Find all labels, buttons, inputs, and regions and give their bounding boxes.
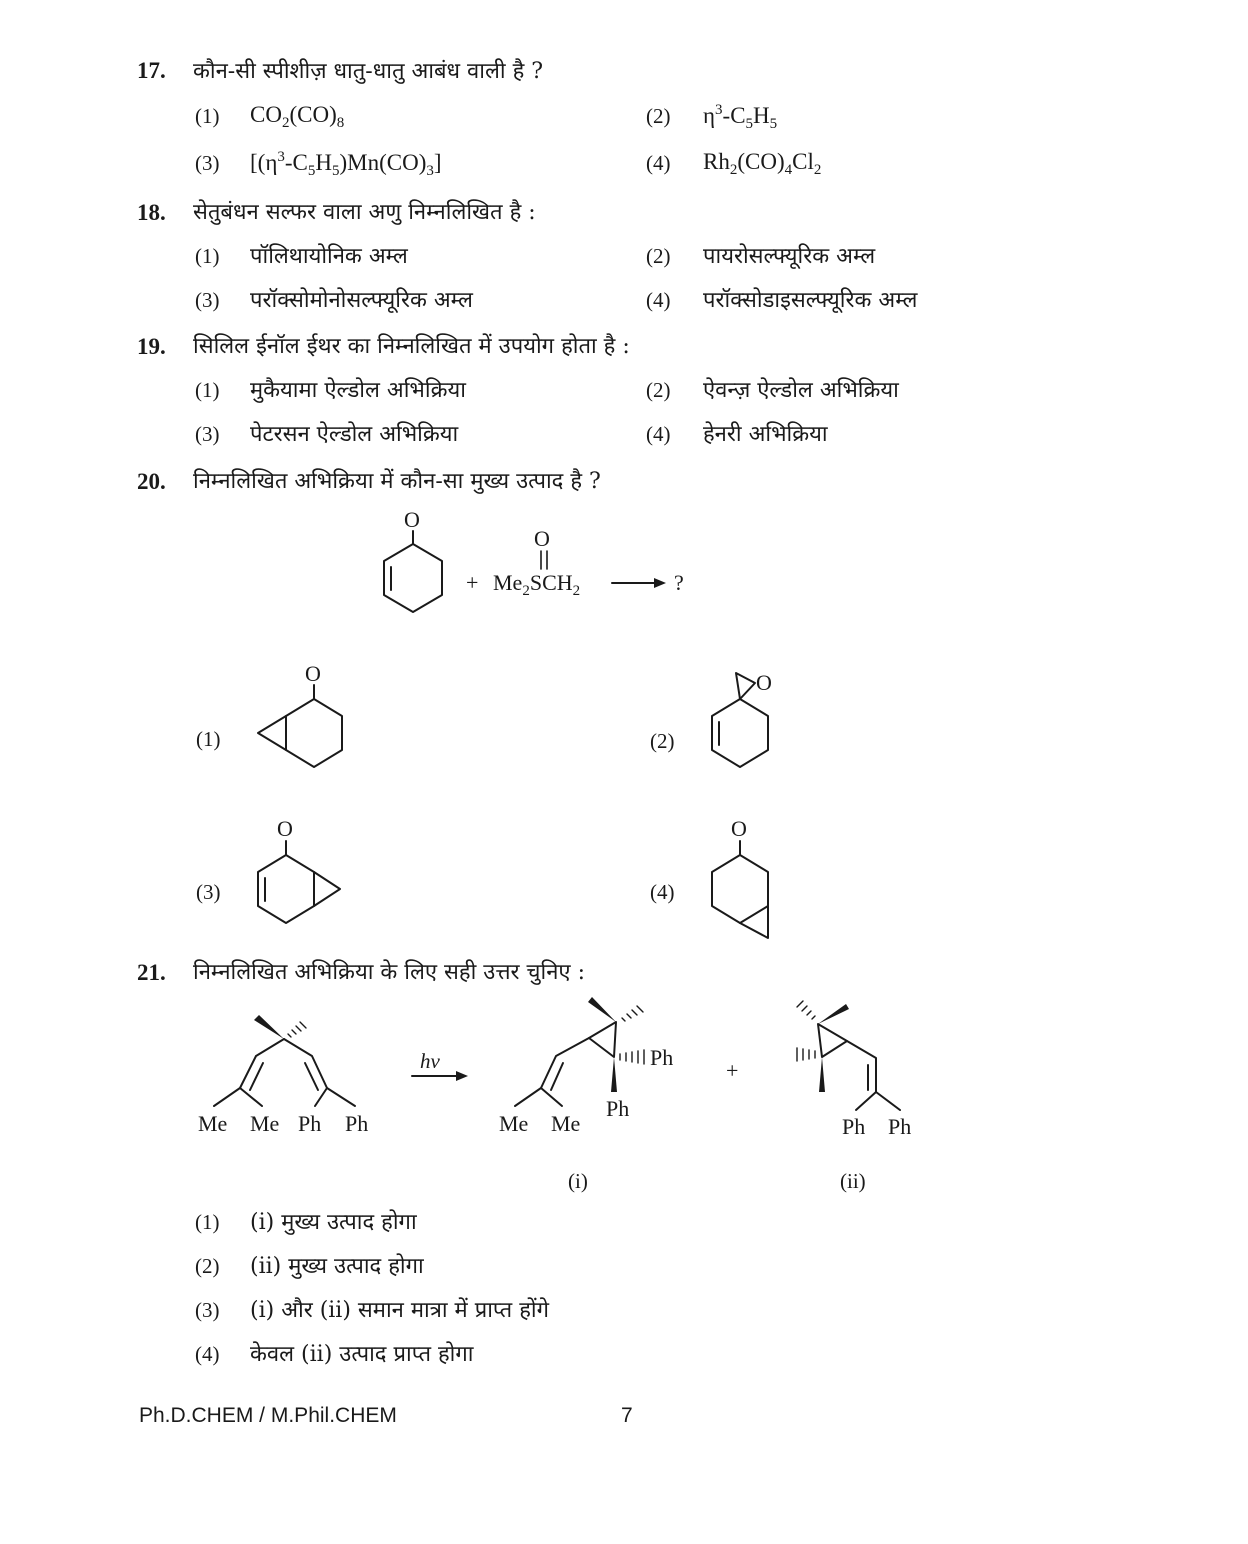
q20-option1-structure — [258, 661, 342, 767]
q18-opt4-number: (4) — [646, 288, 671, 312]
q21-plus-sign: + — [726, 1058, 739, 1083]
q21-reactant — [198, 1015, 368, 1136]
q19-opt3-number: (3) — [195, 422, 220, 446]
q21-product-i-me1: Me — [499, 1111, 529, 1136]
q21-product-i-me2: Me — [551, 1111, 581, 1136]
q21-product-ii-hash-top — [797, 1001, 815, 1019]
q21-product-ii-wedge-top — [818, 1004, 849, 1024]
q21-product-i-hash-top — [622, 1006, 643, 1021]
q21-reactant-ph2: Ph — [345, 1111, 369, 1136]
q21-product-i-wedge-top — [588, 997, 616, 1022]
q17-opt1-number: (1) — [195, 104, 220, 128]
q19-opt4-number: (4) — [646, 422, 671, 446]
q20-reactant-oxygen-label: O — [404, 507, 420, 532]
q17-opt3-number: (3) — [195, 151, 220, 175]
q20-number: 20. — [137, 469, 166, 494]
q21-wedge-bond — [254, 1015, 284, 1039]
q21-opt3-number: (3) — [195, 1298, 220, 1322]
q17-opt2-formula: $\eta^3-C_5H_5$ — [703, 102, 778, 132]
q19-opt2-text: ऐवन्ज़ ऐल्डोल अभिक्रिया — [703, 378, 899, 403]
q17-number: 17. — [137, 58, 166, 83]
q18-opt1-text: पॉलिथायोनिक अम्ल — [250, 244, 408, 269]
q20-option4-structure — [712, 816, 768, 938]
q20-text: निम्नलिखित अभिक्रिया में कौन-सा मुख्य उत्पाद है ? — [193, 469, 601, 494]
q21-product-ii-ph1: Ph — [842, 1114, 866, 1139]
q20-option2-structure — [712, 670, 772, 767]
q18-opt4-text: परॉक्सोडाइसल्फ्यूरिक अम्ल — [703, 288, 918, 313]
q19-opt1-number: (1) — [195, 378, 220, 402]
q20-option1-oxygen-label: O — [305, 661, 321, 686]
q20-reactant-cyclohexenone — [384, 507, 442, 612]
q20-opt3-number: (3) — [196, 880, 221, 904]
q21-product-i-ph1: Ph — [650, 1045, 674, 1070]
q18-opt3-number: (3) — [195, 288, 220, 312]
q20-reagent-oxygen-label: O — [534, 526, 550, 551]
q20-opt2-number: (2) — [650, 729, 675, 753]
q21-opt1-text: (i) मुख्य उत्पाद होगा — [250, 1210, 417, 1235]
q21-hv-label: hν — [420, 1049, 440, 1073]
q21-opt3-text: (i) और (ii) समान मात्रा में प्राप्त होंगे — [250, 1298, 549, 1323]
q21-reactant-me1: Me — [198, 1111, 228, 1136]
q21-product-i-hash-ph — [620, 1050, 644, 1064]
q19-opt3-text: पेटरसन ऐल्डोल अभिक्रिया — [250, 422, 459, 447]
q17-opt1-formula: $CO_2(CO)_8$ — [250, 102, 345, 131]
q21-opt2-number: (2) — [195, 1254, 220, 1278]
q20-reaction-arrow-head — [654, 578, 666, 588]
q20-opt1-number: (1) — [196, 727, 221, 751]
q18-opt2-text: पायरोसल्फ्यूरिक अम्ल — [703, 244, 876, 269]
q21-product-ii-ph2: Ph — [888, 1114, 912, 1139]
q21-product-i — [499, 997, 673, 1193]
q19-number: 19. — [137, 334, 166, 359]
q21-reactant-me2: Me — [250, 1111, 280, 1136]
q18-opt2-number: (2) — [646, 244, 671, 268]
q17-opt4-formula: $Rh_2(CO)_4Cl_2$ — [703, 149, 822, 178]
q19-opt1-text: मुकैयामा ऐल्डोल अभिक्रिया — [250, 378, 466, 403]
footer-page-number: 7 — [621, 1404, 633, 1427]
q21-opt4-text: केवल (ii) उत्पाद प्राप्त होगा — [250, 1342, 474, 1367]
q17-opt3-formula: $[(\eta^3-C_5H_5)Mn(CO)_3]$ — [250, 149, 442, 179]
q17-opt4-number: (4) — [646, 151, 671, 175]
q17-text: कौन-सी स्पीशीज़ धातु-धातु आबंध वाली है ? — [193, 59, 544, 84]
q19-opt4-text: हेनरी अभिक्रिया — [703, 422, 828, 447]
q21-product-ii — [797, 1001, 911, 1193]
q21-product-i-ph2: Ph — [606, 1096, 630, 1121]
q20-reagent — [466, 526, 684, 599]
q17-opt2-number: (2) — [646, 104, 671, 128]
q20-opt4-number: (4) — [650, 880, 675, 904]
q20-question-mark: ? — [674, 570, 684, 595]
q20-reagent-formula: $Me_2SCH_2$ — [493, 570, 581, 599]
q20-option2-oxygen-label: O — [756, 670, 772, 695]
q20-option3-structure — [258, 816, 340, 923]
q20-option3-oxygen-label: O — [277, 816, 293, 841]
q21-product-ii-hash-left — [797, 1048, 815, 1061]
q18-number: 18. — [137, 200, 166, 225]
q21-reactant-ph1: Ph — [298, 1111, 322, 1136]
q21-product-i-label: (i) — [568, 1169, 588, 1193]
q21-arrow-head — [456, 1071, 468, 1081]
q21-opt4-number: (4) — [195, 1342, 220, 1366]
q21-product-ii-label: (ii) — [840, 1169, 866, 1193]
footer-course-code: Ph.D.CHEM / M.Phil.CHEM — [139, 1404, 397, 1427]
q21-opt2-text: (ii) मुख्य उत्पाद होगा — [250, 1254, 424, 1279]
q20-option4-oxygen-label: O — [731, 816, 747, 841]
q21-product-ii-wedge-bottom — [819, 1057, 825, 1092]
q21-product-i-wedge-ph — [611, 1057, 617, 1092]
q21-hv-arrow — [412, 1049, 468, 1081]
q18-opt1-number: (1) — [195, 244, 220, 268]
q21-opt1-number: (1) — [195, 1210, 220, 1234]
q18-text: सेतुबंधन सल्फर वाला अणु निम्नलिखित है : — [193, 200, 536, 225]
q20-plus-sign: + — [466, 570, 479, 595]
q21-hash-bond — [288, 1022, 306, 1037]
q19-text: सिलिल ईनॉल ईथर का निम्नलिखित में उपयोग होता है : — [193, 334, 630, 359]
q18-opt3-text: परॉक्सोमोनोसल्फ्यूरिक अम्ल — [250, 288, 473, 313]
q19-opt2-number: (2) — [646, 378, 671, 402]
q21-text: निम्नलिखित अभिक्रिया के लिए सही उत्तर चुनिए : — [193, 960, 585, 985]
q21-number: 21. — [137, 960, 166, 985]
